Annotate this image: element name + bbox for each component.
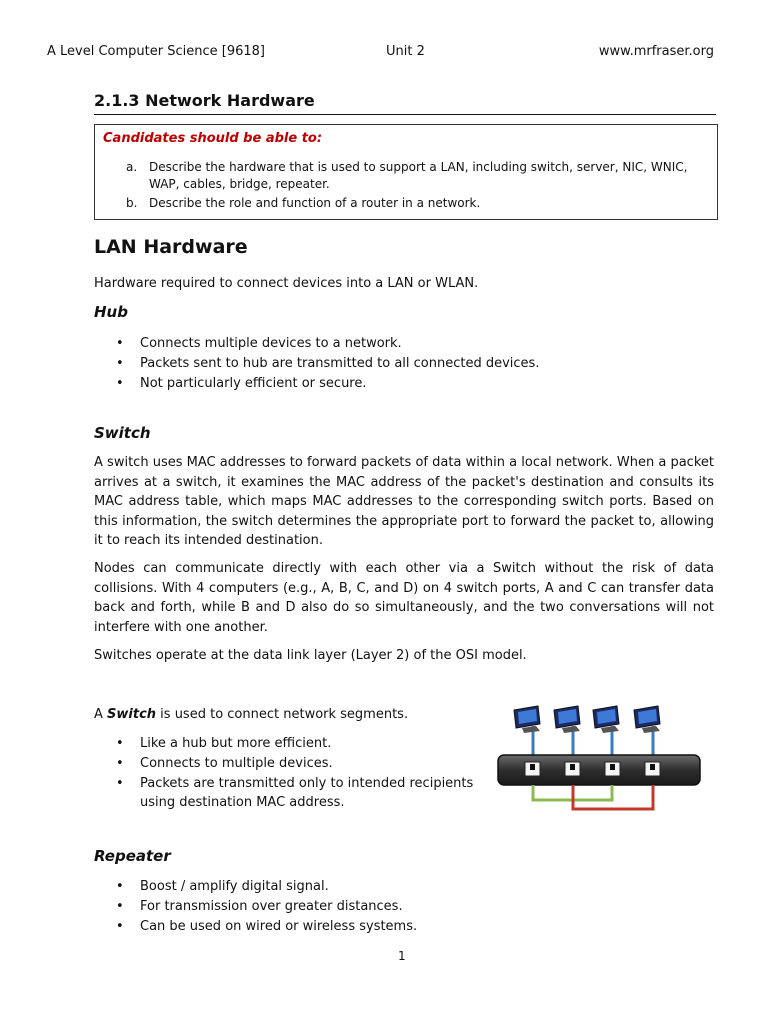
switch-heading: Switch <box>94 424 151 442</box>
title-underline <box>94 114 716 115</box>
hub-bullet-list <box>94 334 539 394</box>
objective-text: Describe the hardware that is used to support a LAN, including switch, server, NIC, WNIC, WAP, cables, bridge, repeater. <box>149 160 688 191</box>
computer-icon <box>634 706 660 733</box>
computer-icon <box>554 706 580 733</box>
list-item: • Packets are transmitted only to intended recipients using destination MAC address. <box>116 776 474 810</box>
list-item: • Not particularly efficient or secure. <box>116 376 367 391</box>
switch-paragraph-3: Switches operate at the data link layer (Layer 2) of the OSI model. <box>94 648 527 663</box>
header-website: www.mrfraser.org <box>598 44 714 59</box>
list-item: • Connects multiple devices to a network. <box>116 336 402 351</box>
computer-icon <box>593 706 619 733</box>
list-item: • For transmission over greater distances. <box>116 899 403 914</box>
list-item: • Connects to multiple devices. <box>116 756 333 771</box>
switch-diagram <box>496 700 706 815</box>
page-number: 1 <box>398 949 406 963</box>
list-item: • Boost / amplify digital signal. <box>116 879 329 894</box>
repeater-bullet-list <box>94 877 417 937</box>
header-unit: Unit 2 <box>386 44 425 59</box>
list-item: • Packets sent to hub are transmitted to all connected devices. <box>116 356 540 371</box>
list-item: • Can be used on wired or wireless systems. <box>116 919 418 934</box>
header-course: A Level Computer Science [9618] <box>47 44 265 59</box>
lan-intro: Hardware required to connect devices into a LAN or WLAN. <box>94 276 479 291</box>
objective-text: Describe the role and function of a router in a network. <box>149 196 481 210</box>
list-item: • Like a hub but more efficient. <box>116 736 332 751</box>
section-title: 2.1.3 Network Hardware <box>94 91 315 110</box>
switch-paragraph-2: Nodes can communicate directly with each other via a Switch without the risk of data collisions. With 4 computers (e.g., A, B, C, and D) on 4 switch ports, A and C can transfer data back and forth, while B and D also do so simultaneously, and the two conversations will not interfere with one another. <box>94 561 714 635</box>
switch-intro: A Switch is used to connect network segments. <box>94 707 409 722</box>
objective-letter: a. <box>126 160 138 174</box>
repeater-heading: Repeater <box>94 847 171 865</box>
switch-paragraph-1: A switch uses MAC addresses to forward packets of data within a local network. When a packet arrives at a switch, it examines the MAC address of the packet's destination and consults its MAC address table, which maps MAC addresses to the corresponding switch ports. Based on this information, the switch determines the appropriate port to forward the packet to, allowing it to reach its intended destination. <box>94 455 714 548</box>
objective-letter: b. <box>126 196 138 210</box>
computer-icon <box>514 706 540 733</box>
hub-heading: Hub <box>94 303 128 321</box>
objectives-heading: Candidates should be able to: <box>103 131 323 146</box>
lan-hardware-heading: LAN Hardware <box>94 236 248 258</box>
switch-bullet-list <box>94 734 484 812</box>
